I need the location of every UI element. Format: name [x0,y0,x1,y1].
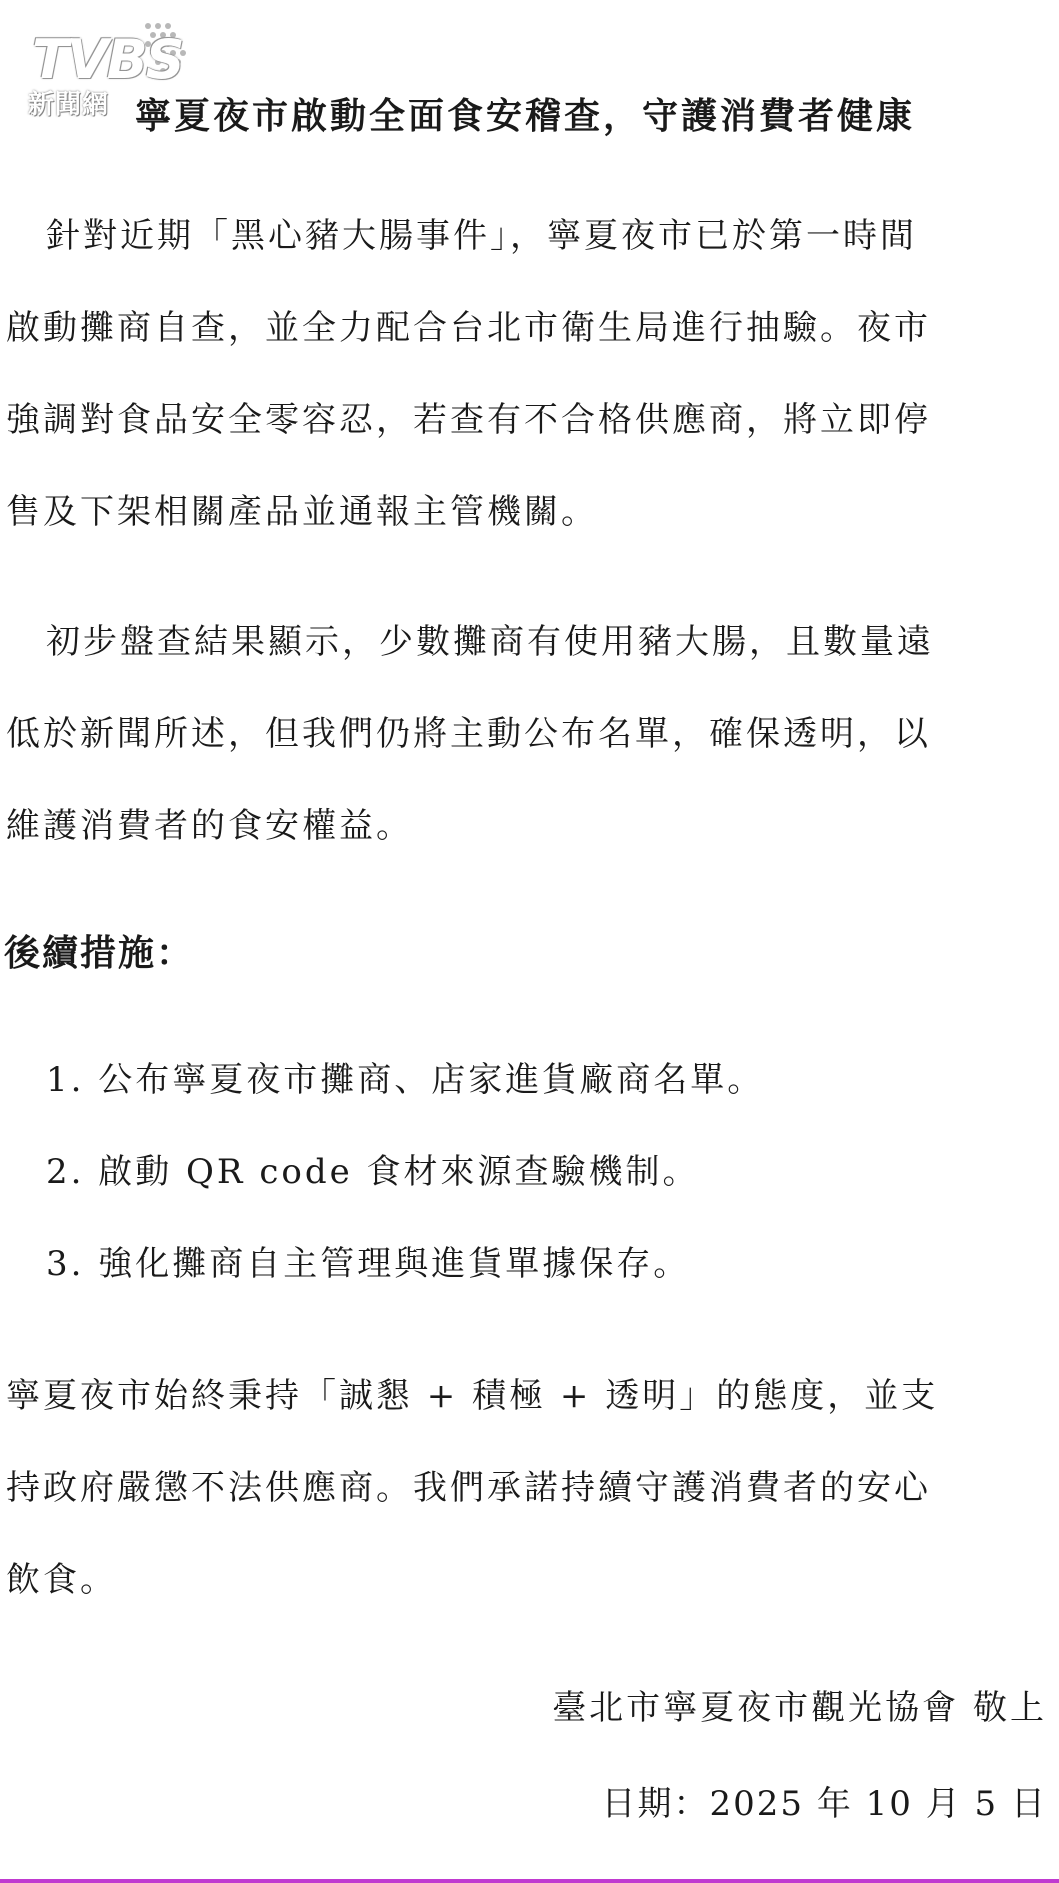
paragraph-line: 低於新聞所述，但我們仍將主動公布名單，確保透明，以 [6,714,931,754]
paragraph-1 [6,190,1026,558]
logo-sub-text: 新聞網 [28,90,110,120]
logo-brand-text: TVBS [32,28,183,91]
measures-heading: 後續措施： [4,932,195,974]
paragraph-line: 售及下架相關產品並通報主管機關。 [6,492,598,532]
paragraph-2 [6,596,1026,872]
paragraph-line: 持政府嚴懲不法供應商。我們承諾持續守護消費者的安心 [6,1468,931,1508]
paragraph-line: 維護消費者的食安權益。 [6,806,413,846]
bottom-divider [0,1879,1059,1883]
document-title: 寧夏夜市啟動全面食安稽查，守護消費者健康 [135,95,916,137]
list-item: 2. 啟動 QR code 食材來源查驗機制。 [46,1152,700,1192]
measures-list [46,1034,764,1310]
list-item: 3. 強化攤商自主管理與進貨單據保存。 [46,1244,691,1284]
paragraph-line: 初步盤查結果顯示，少數攤商有使用豬大腸，且數量遠 [46,622,934,662]
paragraph-line: 寧夏夜市始終秉持「誠懇 + 積極 + 透明」的態度，並支 [6,1376,939,1416]
paragraph-line: 飲食。 [6,1560,117,1600]
paragraph-line: 啟動攤商自查，並全力配合台北市衛生局進行抽驗。夜市 [6,308,931,348]
document-date: 日期：2025 年 10 月 5 日 [601,1784,1047,1824]
paragraph-line: 針對近期「黑心豬大腸事件」，寧夏夜市已於第一時間 [46,216,917,256]
signature: 臺北市寧夏夜市觀光協會 敬上 [552,1688,1047,1728]
list-item: 1. 公布寧夏夜市攤商、店家進貨廠商名單。 [46,1060,765,1100]
paragraph-line: 強調對食品安全零容忍，若查有不合格供應商，將立即停 [6,400,931,440]
paragraph-3 [6,1350,1026,1626]
